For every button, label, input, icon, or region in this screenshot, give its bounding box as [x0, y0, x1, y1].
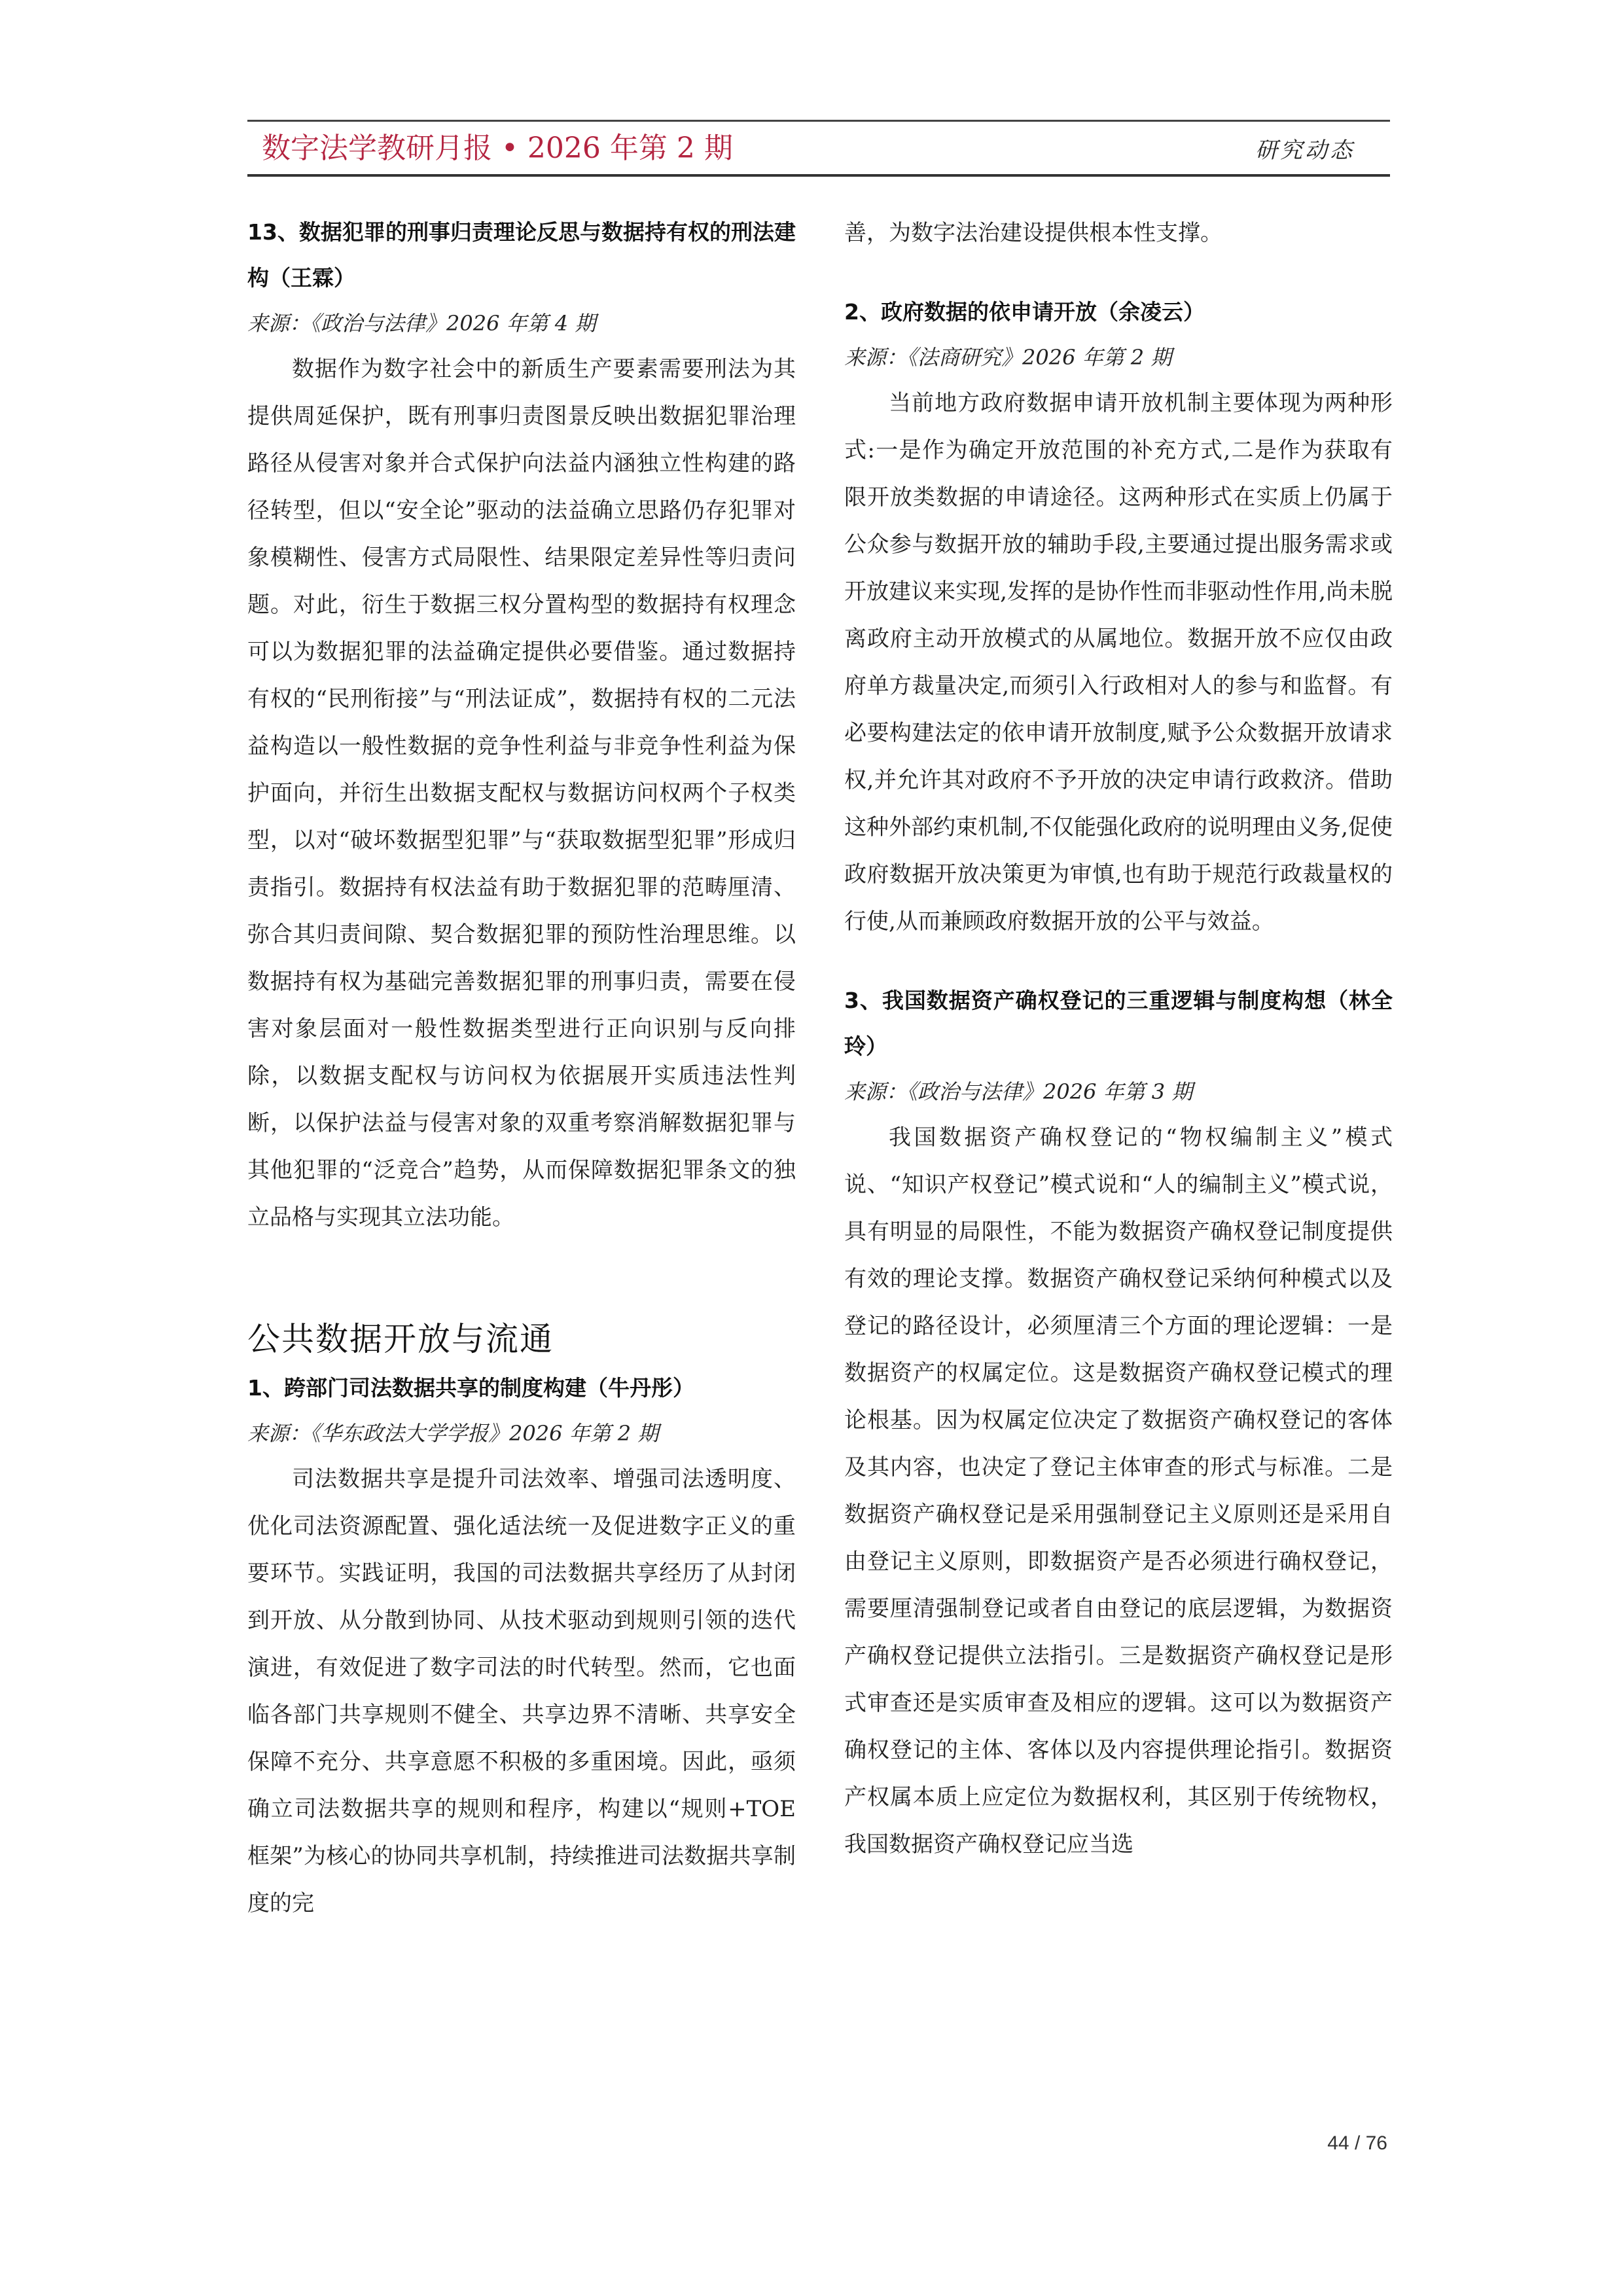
article-source: 来源：《政治与法律》2026 年第 4 期	[247, 311, 596, 336]
article-source: 来源：《政治与法律》2026 年第 3 期	[844, 1079, 1193, 1104]
article-body: 我国数据资产确权登记的“物权编制主义”模式说、“知识产权登记”模式说和“人的编制主义”模式说，具有明显的局限性，不能为数据资产确权登记制度提供有效的理论支撑。数据资产确权登记采纳何种模式以及登记的路径设计，必须厘清三个方面的理论逻辑：一是数据资产的权属定位。这是数据资产确权登记模式的理论根基。因为权属定位决定了数据资产确权登记的客体及其内容，也决定了登记主体审查的形式与标准。二是数据资产确权登记是采用强制登记主义原则还是采用自由登记主义原则，即数据资产是否必须进行确权登记，需要厘清强制登记或者自由登记的底层逻辑，为数据资产确权登记提供立法指引。三是数据资产确权登记是形式审查还是实质审查及相应的逻辑。这可以为数据资产确权登记的主体、客体以及内容提供理论指引。数据资产权属本质上应定位为数据权利，其区别于传统物权，我国数据资产确权登记应当选	[844, 1124, 1393, 1857]
page-number: 44 / 76	[1327, 2132, 1387, 2154]
article-13	[247, 209, 796, 1241]
article-title: 1、跨部门司法数据共享的制度构建（牛丹彤）	[247, 1375, 694, 1401]
article-title: 13、数据犯罪的刑事归责理论反思与数据持有权的刑法建构（王霖）	[247, 219, 796, 291]
article-body: 司法数据共享是提升司法效率、增强司法透明度、优化司法资源配置、强化适法统一及促进数字正义的重要环节。实践证明，我国的司法数据共享经历了从封闭到开放、从分散到协同、从技术驱动到规则引领的迭代演进，有效促进了数字司法的时代转型。然而，它也面临各部门共享规则不健全、共享边界不清晰、共享安全保障不充分、共享意愿不积极的多重困境。因此，亟须确立司法数据共享的规则和程序，构建以“规则+TOE 框架”为核心的协同共享机制，持续推进司法数据共享制度的完	[247, 1466, 796, 1916]
article-body: 当前地方政府数据申请开放机制主要体现为两种形式:一是作为确定开放范围的补充方式,二是作为获取有限开放类数据的申请途径。这两种形式在实质上仍属于公众参与数据开放的辅助手段,主要通过提出服务需求或开放建议来实现,发挥的是协作性而非驱动性作用,尚未脱离政府主动开放模式的从属地位。数据开放不应仅由政府单方裁量决定,而须引入行政相对人的参与和监督。有必要构建法定的依申请开放制度,赋予公众数据开放请求权,并允许其对政府不予开放的决定申请行政救济。借助这种外部约束机制,不仅能强化政府的说明理由义务,促使政府数据开放决策更为审慎,也有助于规范行政裁量权的行使,从而兼顾政府数据开放的公平与效益。	[844, 390, 1393, 935]
article-continuation: 善，为数字法治建设提供根本性支撑。	[844, 220, 1222, 246]
section-heading: 公共数据开放与流通	[247, 1320, 554, 1358]
article-3	[844, 978, 1393, 1868]
header-bottom-rule	[247, 174, 1390, 177]
left-column	[247, 209, 796, 1927]
article-source: 来源：《华东政法大学学报》2026 年第 2 期	[247, 1421, 659, 1446]
article-source: 来源：《法商研究》2026 年第 2 期	[844, 345, 1172, 370]
journal-title: 数字法学教研月报 • 2026 年第 2 期	[262, 132, 733, 165]
article-2	[844, 289, 1393, 945]
section-label: 研究动态	[1255, 137, 1355, 164]
header-top-rule	[247, 120, 1390, 122]
article-title: 2、政府数据的依申请开放（余凌云）	[844, 299, 1205, 325]
right-column	[844, 209, 1393, 1868]
article-title: 3、我国数据资产确权登记的三重逻辑与制度构想（林全玲）	[844, 988, 1393, 1059]
article-1	[247, 1365, 796, 1927]
article-body: 数据作为数字社会中的新质生产要素需要刑法为其提供周延保护，既有刑事归责图景反映出数据犯罪治理路径从侵害对象并合式保护向法益内涵独立性构建的路径转型，但以“安全论”驱动的法益确立思路仍存犯罪对象模糊性、侵害方式局限性、结果限定差异性等归责问题。对此，衍生于数据三权分置构型的数据持有权理念可以为数据犯罪的法益确定提供必要借鉴。通过数据持有权的“民刑衔接”与“刑法证成”，数据持有权的二元法益构造以一般性数据的竞争性利益与非竞争性利益为保护面向，并衍生出数据支配权与数据访问权两个子权类型，以对“破坏数据型犯罪”与“获取数据型犯罪”形成归责指引。数据持有权法益有助于数据犯罪的范畴厘清、弥合其归责间隙、契合数据犯罪的预防性治理思维。以数据持有权为基础完善数据犯罪的刑事归责，需要在侵害对象层面对一般性数据类型进行正向识别与反向排除，以数据支配权与访问权为依据展开实质违法性判断，以保护法益与侵害对象的双重考察消解数据犯罪与其他犯罪的“泛竞合”趋势，从而保障数据犯罪条文的独立品格与实现其立法功能。	[247, 356, 796, 1230]
